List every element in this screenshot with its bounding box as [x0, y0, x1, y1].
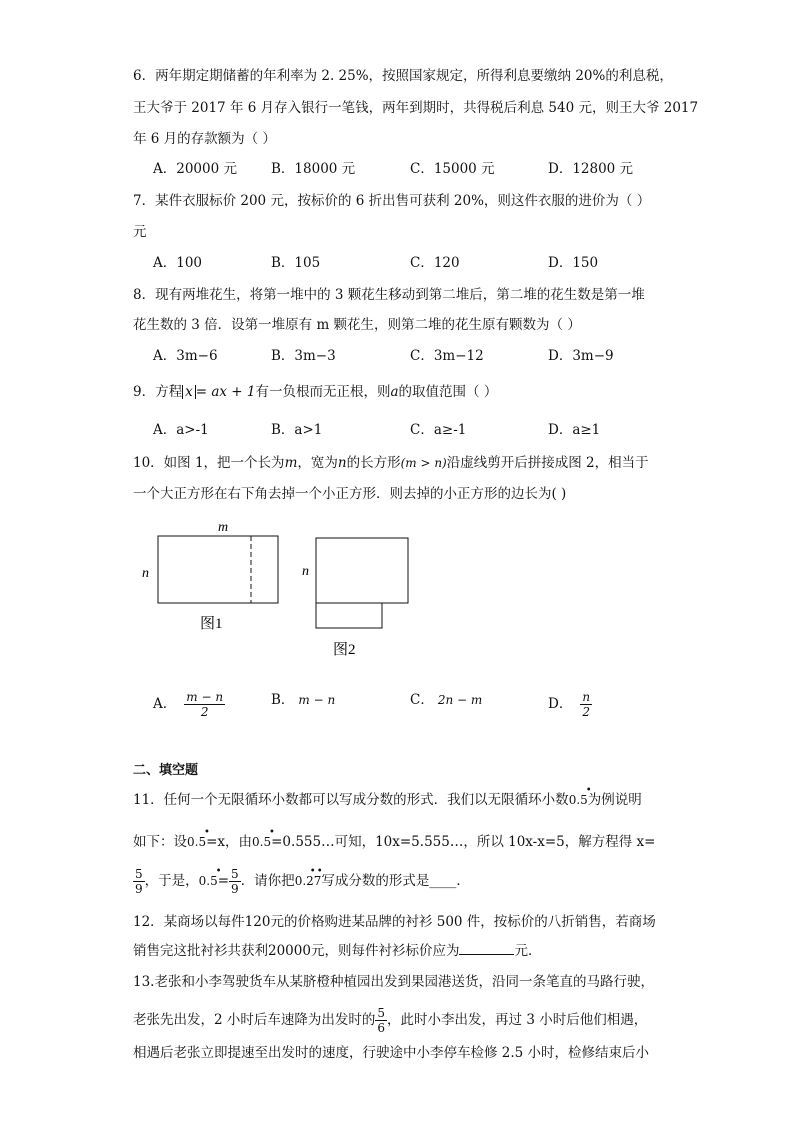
q11-repeating-decimal: 0.5 • — [568, 785, 592, 807]
q10-option-a-numerator: m − n — [186, 690, 224, 704]
q10-option-a-denominator: 2 — [200, 705, 209, 719]
q9-abs-x: x — [182, 385, 196, 399]
q8-option-d[interactable]: D．3m−9 — [548, 348, 614, 364]
q10-text-3: 的长方形 — [346, 455, 401, 471]
q10-option-c-value: 2n − m — [437, 693, 483, 707]
q13-line-3: 相遇后老张立即提速至出发时的速度，行驶途中小李停车检修 2.5 小时，检修结束后小 — [133, 1045, 650, 1061]
fig2-bottom-strip — [316, 603, 382, 628]
q13-line-2 — [133, 1002, 647, 1038]
q10-text-1: 10．如图 1，把一个长为 — [133, 455, 285, 471]
q10-option-d-numerator: n — [582, 690, 591, 704]
q10-line-1 — [133, 453, 649, 473]
q10-text-2: ，宽为 — [297, 455, 338, 471]
q11-repeating-decimal: 0.5 • — [252, 827, 275, 849]
q6-line-2: 王大爷于 2017 年 6 月存入银行一笔钱，两年到期时，共得税后利息 540 元，则王大爷 2017 — [133, 100, 699, 116]
q10-option-c[interactable] — [410, 690, 482, 710]
q8-option-c[interactable]: C．3m−12 — [410, 348, 484, 364]
q7-option-d[interactable]: D．150 — [548, 255, 599, 271]
q11-text-9: 写成分数的形式是____． — [321, 873, 470, 889]
q10-option-a-fraction — [184, 690, 225, 719]
q7-option-a[interactable]: A．100 — [153, 255, 203, 271]
q9-suffix: 的取值范围（ ） — [398, 384, 498, 400]
q11-fraction-denominator: 9 — [135, 882, 143, 896]
q12-text-2: 元． — [514, 943, 542, 959]
q11-line-2 — [133, 827, 656, 852]
q10-option-a[interactable] — [153, 690, 225, 719]
q7-option-c[interactable]: C．120 — [410, 255, 460, 271]
q11-repeating-value: 0.5 — [187, 835, 207, 849]
q11-fraction — [133, 867, 145, 896]
q13-text-1: 老张先出发，2 小时后车速降为出发时的 — [133, 1012, 376, 1028]
q9-option-b[interactable]: B．a>1 — [271, 422, 323, 438]
q11-line-3 — [133, 866, 470, 896]
q9-option-d[interactable]: D．a≥1 — [548, 422, 601, 438]
q10-option-d-label: D． — [548, 696, 573, 712]
q6-line-1: 6．两年期定期储蓄的年利率为 2. 25%，按照国家规定，所得利息要缴纳 20%的利息税， — [133, 68, 673, 84]
q10-option-b[interactable] — [271, 690, 335, 710]
q13-text-2: ，此时小李出发，再过 3 小时后他们相遇， — [387, 1012, 648, 1028]
q10-figures — [130, 512, 430, 662]
q6-option-c[interactable]: C．15000 元 — [410, 161, 495, 177]
q11-text-6: ，于是， — [144, 873, 199, 889]
q11-text-5: =0.555…可知，10x=5.555…，所以 10x-x=5，解方程得 x= — [271, 834, 656, 850]
q10-option-a-label: A． — [153, 696, 177, 712]
q11-text-1: 11．任何一个无限循环小数都可以写成分数的形式．我们以无限循环小数 — [133, 792, 569, 808]
q11-text-2: 为例说明 — [587, 792, 642, 808]
q9-middle: 有一负根而无正根，则 — [255, 384, 391, 400]
q12-answer-blank[interactable] — [459, 940, 514, 955]
q11-repeating-value: 0.5 — [252, 835, 272, 849]
q7-line-1: 7．某件衣服标价 200 元，按标价的 6 折出售可获利 20%，则这件衣服的进价为（ ） — [133, 193, 651, 209]
fig1-label-m: m — [218, 520, 229, 535]
q10-var-n: n — [337, 455, 347, 471]
q9-var-a: a — [390, 384, 399, 400]
q9-line-1 — [133, 382, 497, 402]
q6-option-a[interactable]: A．20000 元 — [153, 161, 237, 177]
q13-line-1: 13.老张和小李驾驶货车从某脐橙种植园出发到果园港送货，沿同一条笔直的马路行驶， — [133, 974, 654, 990]
q6-option-b[interactable]: B．18000 元 — [271, 161, 356, 177]
q11-fraction-denominator: 9 — [231, 882, 239, 896]
q12-line-2 — [133, 940, 541, 961]
q11-fraction-numerator: 5 — [135, 867, 143, 881]
q7-line-2: 元 — [133, 224, 147, 240]
q11-text-4: =x，由 — [206, 834, 253, 850]
q10-line-2: 一个大正方形在右下角去掉一个小正方形．则去掉的小正方形的边长为( ) — [133, 486, 567, 502]
q7-option-b[interactable]: B．105 — [271, 255, 321, 271]
q11-repeating-decimal-027: 0.27 • • — [294, 866, 323, 888]
fig1-caption: 图1 — [200, 616, 223, 632]
fig1-rectangle — [158, 536, 278, 603]
q11-line-1 — [133, 785, 642, 810]
q6-option-d[interactable]: D．12800 元 — [548, 161, 634, 177]
q11-fraction-numerator: 5 — [231, 867, 239, 881]
q11-repeating-decimal: 0.5 • — [187, 827, 210, 849]
q13-fraction-denominator: 6 — [377, 1021, 386, 1035]
fig2-caption: 图2 — [333, 642, 356, 658]
q11-repeating-value-027: 0.27 — [294, 874, 322, 888]
q13-fraction — [375, 1006, 387, 1035]
q10-option-b-value: m − n — [298, 693, 336, 707]
fig2-large-square — [316, 538, 408, 603]
fig1-label-n: n — [142, 566, 149, 581]
q12-line-1: 12．某商场以每件120元的价格购进某品牌的衬衫 500 件，按标价的八折销售，若商场 — [133, 914, 656, 930]
q9-prefix: 9．方程 — [133, 384, 183, 400]
q10-option-d-fraction — [580, 690, 592, 719]
q11-text-7: = — [217, 873, 230, 889]
q9-equation: = ax + 1 — [195, 384, 256, 400]
q10-option-c-label: C． — [410, 692, 434, 708]
q8-line-2: 花生数的 3 倍．设第一堆原有 m 颗花生，则第二堆的花生原有颗数为（ ） — [133, 317, 581, 333]
q10-options — [153, 682, 653, 719]
q11-text-3: 如下：设 — [133, 834, 187, 850]
q8-option-b[interactable]: B．3m−3 — [271, 348, 336, 364]
q11-repeating-value: 0.5 — [568, 793, 588, 807]
q10-text-4: 沿虚线剪开后拼接成图 2，相当于 — [446, 455, 649, 471]
q9-option-a[interactable]: A．a>-1 — [153, 422, 209, 438]
q8-line-1: 8．现有两堆花生，将第一堆中的 3 颗花生移动到第二堆后，第二堆的花生数是第一堆 — [133, 287, 645, 303]
q11-fraction — [229, 867, 241, 896]
q10-option-b-label: B． — [271, 692, 295, 708]
q6-line-3: 年 6 月的存款额为（ ） — [133, 131, 276, 147]
q9-option-c[interactable]: C．a≥-1 — [410, 422, 467, 438]
q12-text-1: 销售完这批衬衫共获利20000元，则每件衬衫标价应为 — [133, 943, 460, 959]
q11-repeating-decimal: 0.5 • — [198, 866, 222, 888]
q10-var-m: m — [284, 455, 298, 471]
q8-option-a[interactable]: A．3m−6 — [153, 348, 218, 364]
q11-repeating-value: 0.5 — [198, 874, 218, 888]
q10-condition: (m > n) — [400, 456, 447, 470]
fig2-label-n: n — [302, 564, 309, 579]
q10-option-d-denominator: 2 — [582, 705, 591, 719]
q10-option-d[interactable] — [548, 690, 592, 719]
section-heading: 二、填空题 — [133, 763, 199, 778]
q11-text-8: ．请你把 — [240, 873, 295, 889]
q13-fraction-numerator: 5 — [377, 1006, 386, 1020]
